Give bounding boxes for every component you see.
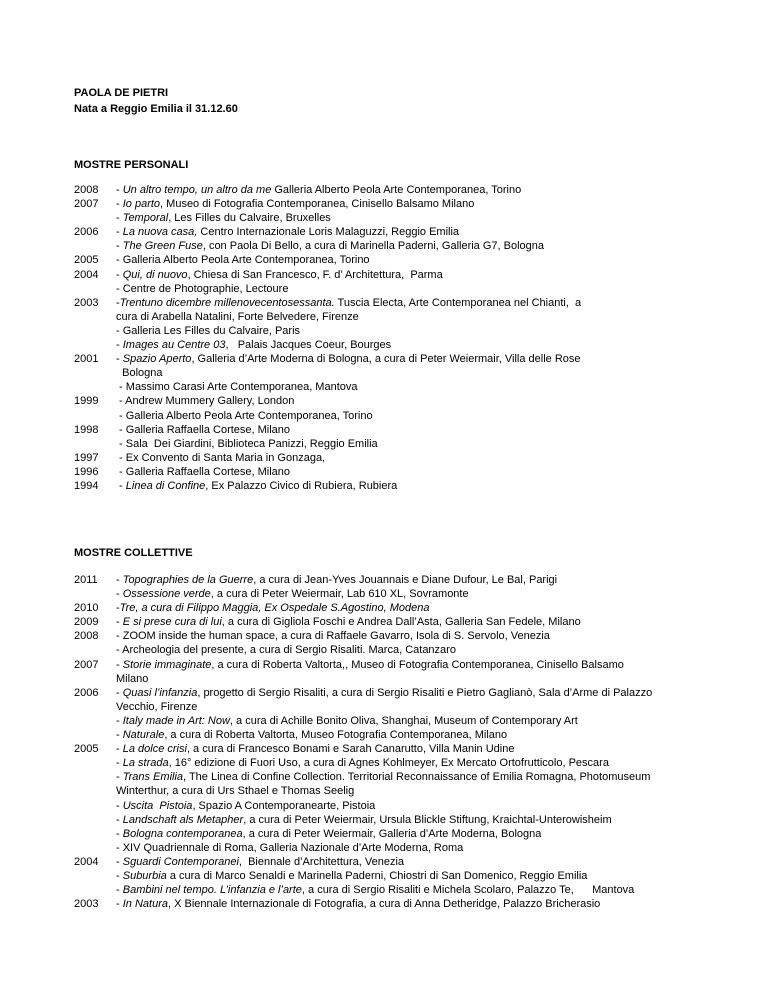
entry-title: Io parto xyxy=(122,198,161,211)
entry-detail: , a cura di Francesco Bonami e Sarah Canarutto, Villa Manin Udine xyxy=(186,743,515,756)
entry-text xyxy=(116,672,148,686)
entry-title: Trans Emilia xyxy=(122,771,184,784)
entry-text xyxy=(116,394,294,408)
entry-line xyxy=(74,282,734,296)
entry-detail: , Biennale d’Architettura, Venezia xyxy=(238,855,405,868)
entry-year: 1997 xyxy=(74,451,99,464)
entry-detail: cura di Arabella Natalini, Forte Belvedere, Firenze xyxy=(116,310,359,323)
entry-title: Quasi l’infanzia xyxy=(122,686,198,699)
entry-detail: - xyxy=(116,884,123,897)
entry-detail: , Palais Jacques Coeur, Bourges xyxy=(225,339,392,352)
entry-detail: Vecchio, Firenze xyxy=(116,700,198,713)
entry-text xyxy=(116,324,300,338)
entry-line xyxy=(74,629,734,643)
entry-detail: Milano xyxy=(116,672,149,685)
entry-text xyxy=(116,451,325,465)
entry-detail: , a cura di Achille Bonito Oliva, Shanghai, Museum of Contemporary Art xyxy=(229,714,578,727)
entry-text xyxy=(116,268,443,282)
entry-detail: , Spazio A Contemporanearte, Pistoia xyxy=(192,799,376,812)
entry-text xyxy=(116,282,288,296)
entry-title: Temporal xyxy=(122,212,169,225)
entry-detail: - xyxy=(116,198,123,211)
entry-text xyxy=(116,629,550,643)
entry-title: Trentuno dicembre millenovecentosessanta. xyxy=(119,296,335,309)
entry-title: La dolce crisi xyxy=(122,743,187,756)
entry-line xyxy=(74,253,734,267)
entry-line xyxy=(74,587,734,601)
entry-title: Spazio Aperto xyxy=(122,353,192,366)
entry-detail: - ZOOM inside the human space, a cura di Raffaele Gavarro, Isola di S. Servolo, Venezia xyxy=(116,630,550,643)
entry-year: 2011 xyxy=(74,574,98,586)
entry-detail: - xyxy=(116,588,123,601)
entry-text xyxy=(116,366,162,380)
entry-detail: - Archeologia del presente, a cura di Sergio Risaliti. Marca, Catanzaro xyxy=(116,644,456,657)
entry-detail: , progetto di Sergio Risaliti, a cura di Sergio Risaliti e Pietro Gaglianò, Sala d’Arme di Palazzo xyxy=(197,686,653,699)
entry-text xyxy=(116,841,463,855)
entry-detail: - Galleria Raffaella Cortese, Milano xyxy=(116,423,291,436)
entry-line xyxy=(74,700,734,714)
entry-text xyxy=(116,437,378,451)
entry-title: Topographies de la Guerre xyxy=(122,574,254,586)
entry-year: 2008 xyxy=(74,184,99,196)
entry-year: 2007 xyxy=(74,198,99,211)
entry-text xyxy=(116,855,404,869)
entry-detail: - xyxy=(116,574,123,586)
entry-text xyxy=(116,479,397,493)
entry-detail: , a cura di Gigliola Foschi e Andrea Dall’Asta, Galleria San Fedele, Milano xyxy=(221,616,581,629)
entry-detail: - Galleria Alberto Peola Arte Contemporanea, Torino xyxy=(116,409,373,422)
entry-text xyxy=(116,883,634,897)
entry-detail: - xyxy=(116,184,123,196)
entry-line xyxy=(74,296,734,310)
entry-detail: a cura di Marco Senaldi e Marinella Paderni, Chiostri di San Domenico, Reggio Emilia xyxy=(166,869,588,882)
entry-title: Suburbia xyxy=(122,869,167,882)
entry-line xyxy=(74,869,734,883)
entry-text xyxy=(116,573,557,587)
entry-detail: - xyxy=(116,799,123,812)
entry-detail: , 16° edizione di Fuori Uso, a cura di Agnes Kohlmeyer, Ex Mercato Ortofrutticolo, Pescara xyxy=(168,757,609,770)
entry-title: Sguardi Contemporanei xyxy=(122,855,239,868)
entry-line xyxy=(74,813,734,827)
entry-text xyxy=(116,239,544,253)
entry-text xyxy=(116,352,581,366)
entry-line xyxy=(74,394,734,408)
entry-detail: Galleria Alberto Peola Arte Contemporanea, Torino xyxy=(271,184,522,196)
entry-text xyxy=(116,784,354,798)
entry-text xyxy=(116,197,474,211)
entry-detail: - xyxy=(116,339,123,352)
entry-text xyxy=(116,253,370,267)
entry-line xyxy=(74,897,734,911)
entry-text xyxy=(116,338,391,352)
entry-detail: - xyxy=(116,616,123,629)
entry-line xyxy=(74,714,734,728)
entry-detail: - Andrew Mummery Gallery, London xyxy=(116,395,295,408)
entry-line xyxy=(74,784,734,798)
entry-detail: Centro Internazionale Loris Malaguzzi, Reggio Emilia xyxy=(197,226,460,239)
entry-title: In Natura xyxy=(122,898,168,911)
entry-detail: , Ex Palazzo Civico di Rubiera, Rubiera xyxy=(205,479,398,492)
entry-line xyxy=(74,451,734,465)
entry-text xyxy=(116,658,624,672)
entry-year: 2006 xyxy=(74,226,99,239)
entry-text xyxy=(116,700,197,714)
entry-line xyxy=(74,643,734,657)
entry-detail: - Massimo Carasi Arte Contemporanea, Mantova xyxy=(116,381,358,394)
entry-detail: , Museo di Fotografia Contemporanea, Cinisello Balsamo Milano xyxy=(160,198,475,211)
entry-year: 2005 xyxy=(74,743,99,756)
entry-line xyxy=(74,855,734,869)
entry-detail: - Ex Convento di Santa Maria in Gonzaga, xyxy=(116,451,326,464)
entry-detail: , con Paola Di Bello, a cura di Marinella Paderni, Galleria G7, Bologna xyxy=(202,240,545,253)
entry-title: Landschaft als Metapher xyxy=(122,813,244,826)
entry-detail: - xyxy=(116,353,123,366)
entry-text xyxy=(116,211,331,225)
entry-detail: - xyxy=(116,729,123,742)
entry-title: Storie immaginate xyxy=(122,658,212,671)
entry-text xyxy=(116,423,290,437)
entry-line xyxy=(74,686,734,700)
birth-info: Nata a Reggio Emilia il 31.12.60 xyxy=(74,103,238,115)
entry-line xyxy=(74,352,734,366)
entry-title: La nuova casa, xyxy=(122,226,198,239)
entry-line xyxy=(74,465,734,479)
entry-text xyxy=(116,813,612,827)
entry-detail: , a cura di Roberta Valtorta,, Museo di Fotografia Contemporanea, Cinisello Balsamo xyxy=(211,658,624,671)
entry-line xyxy=(74,672,734,686)
entry-text xyxy=(116,615,581,629)
entry-detail: - xyxy=(116,658,123,671)
entry-detail: - xyxy=(116,771,123,784)
entry-detail: , Galleria d’Arte Moderna di Bologna, a cura di Peter Weiermair, Villa delle Rose xyxy=(191,353,581,366)
entry-text xyxy=(116,296,581,310)
entry-detail: - xyxy=(116,240,123,253)
entry-year: 2004 xyxy=(74,268,99,281)
entry-year: 2006 xyxy=(74,686,99,699)
entry-detail: , a cura di Peter Weiermair, Ursula Blickle Stiftung, Kraichtal-Unterowisheim xyxy=(243,813,612,826)
entry-line xyxy=(74,479,734,493)
entry-text xyxy=(116,869,587,883)
entry-detail: - xyxy=(116,268,123,281)
entry-line xyxy=(74,310,734,324)
entry-title: Uscita Pistoia xyxy=(122,799,193,812)
entry-detail: - xyxy=(116,855,123,868)
entry-detail: - xyxy=(116,827,123,840)
entry-line xyxy=(74,338,734,352)
entry-line xyxy=(74,883,734,897)
entry-title: Linea di Confine xyxy=(125,479,206,492)
entry-detail: Tuscia Electa, Arte Contemporanea nel Chianti, a xyxy=(334,296,582,309)
entry-year: 2004 xyxy=(74,855,99,868)
entry-text xyxy=(116,587,469,601)
entry-line xyxy=(74,658,734,672)
entry-detail: - Galleria Raffaella Cortese, Milano xyxy=(116,465,291,478)
entry-detail: , a cura di Sergio Risaliti e Michela Scolaro, Palazzo Te, Mantova xyxy=(301,884,635,897)
entry-line xyxy=(74,742,734,756)
section-title-personali: MOSTRE PERSONALI xyxy=(74,159,189,171)
entry-title: Un altro tempo, un altro da me xyxy=(122,184,272,196)
entry-detail: - Sala Dei Giardini, Biblioteca Panizzi, Reggio Emilia xyxy=(116,437,378,450)
entry-year: 2009 xyxy=(74,616,99,629)
entry-title: Qui, di nuovo xyxy=(122,268,188,281)
entry-title: Italy made in Art: Now xyxy=(122,714,230,727)
entry-text xyxy=(116,728,507,742)
entry-year: 2001 xyxy=(74,353,99,366)
entry-line xyxy=(74,423,734,437)
entry-detail: - xyxy=(116,869,123,882)
entry-text xyxy=(116,380,358,394)
entry-line xyxy=(74,573,734,587)
entry-line xyxy=(74,366,734,380)
entry-line xyxy=(74,225,734,239)
entry-year: 2003 xyxy=(74,296,99,309)
entry-detail: - Centre de Photographie, Lectoure xyxy=(116,282,289,295)
entry-text xyxy=(116,742,514,756)
entry-line xyxy=(74,601,734,615)
entry-detail: - XIV Quadriennale di Roma, Galleria Nazionale d’Arte Moderna, Roma xyxy=(116,841,464,854)
entry-detail: , a cura di Peter Weiermair, Galleria d’Arte Moderna, Bologna xyxy=(242,827,542,840)
entry-title: Images au Centre 03 xyxy=(122,339,226,352)
entry-text xyxy=(116,643,456,657)
entry-year: 2010 xyxy=(74,602,99,615)
entry-line xyxy=(74,756,734,770)
entry-text xyxy=(116,225,459,239)
entry-detail: - xyxy=(116,743,123,756)
entry-line xyxy=(74,409,734,423)
entry-detail: Bologna xyxy=(116,367,163,380)
entry-title: Tre, a cura di Filippo Maggia, Ex Ospedale S.Agostino, Modena xyxy=(119,602,430,615)
entry-text xyxy=(116,465,290,479)
entry-year: 1996 xyxy=(74,465,99,478)
entry-line xyxy=(74,615,734,629)
entry-text xyxy=(116,409,373,423)
entry-year: 2003 xyxy=(74,898,99,911)
entry-year: 2008 xyxy=(74,630,99,643)
entry-line xyxy=(74,239,734,253)
collettive-list xyxy=(74,573,734,911)
entry-line xyxy=(74,197,734,211)
entry-title: The Green Fuse xyxy=(122,240,203,253)
entry-line xyxy=(74,324,734,338)
entry-text xyxy=(116,310,359,324)
entry-line xyxy=(74,380,734,394)
entry-detail: - Galleria Alberto Peola Arte Contemporanea, Torino xyxy=(116,254,370,267)
entry-line xyxy=(74,268,734,282)
entry-text xyxy=(116,601,429,615)
entry-title: La strada xyxy=(122,757,169,770)
entry-title: E si prese cura di lui xyxy=(122,616,222,629)
entry-detail: , X Biennale Internazionale di Fotografia, a cura di Anna Detheridge, Palazzo Bricherasio xyxy=(167,898,601,911)
entry-detail: - xyxy=(116,898,123,911)
entry-detail: , The Linea di Confine Collection. Territorial Reconnaissance of Emilia Romagna, Photomuseum xyxy=(183,771,651,784)
entry-year: 1994 xyxy=(74,479,99,492)
entry-title: Bologna contemporanea xyxy=(122,827,243,840)
section-title-collettive: MOSTRE COLLETTIVE xyxy=(74,547,193,559)
entry-line xyxy=(74,183,734,197)
entry-detail: - xyxy=(116,714,123,727)
entry-detail: , a cura di Jean-Yves Jouannais e Diane Dufour, Le Bal, Parigi xyxy=(253,574,558,586)
entry-line xyxy=(74,728,734,742)
entry-year: 1999 xyxy=(74,395,99,408)
entry-line xyxy=(74,770,734,784)
entry-text xyxy=(116,183,521,197)
entry-title: Ossessione verde xyxy=(122,588,211,601)
entry-detail: - xyxy=(116,686,123,699)
entry-line xyxy=(74,799,734,813)
entry-detail: Winterthur, a cura di Urs Sthael e Thomas Seelig xyxy=(116,785,355,798)
entry-detail: , a cura di Peter Weiermair, Lab 610 XL, Sovramonte xyxy=(210,588,469,601)
entry-detail: , a cura di Roberta Valtorta, Museo Fotografia Contemporanea, Milano xyxy=(164,729,508,742)
entry-detail: - xyxy=(116,296,120,309)
entry-title: Bambini nel tempo. L’infanzia e l’arte xyxy=(122,884,302,897)
entry-text xyxy=(116,756,609,770)
personali-list xyxy=(74,183,734,493)
entry-line xyxy=(74,437,734,451)
entry-detail: - Galleria Les Filles du Calvaire, Paris xyxy=(116,324,301,337)
entry-text xyxy=(116,770,650,784)
entry-line xyxy=(74,841,734,855)
entry-line xyxy=(74,211,734,225)
entry-detail: , Chiesa di San Francesco, F. d’ Architettura, Parma xyxy=(187,268,443,281)
entry-text xyxy=(116,714,578,728)
entry-text xyxy=(116,799,375,813)
entry-text xyxy=(116,686,652,700)
entry-title: Naturale xyxy=(122,729,165,742)
entry-year: 2005 xyxy=(74,254,99,267)
entry-detail: - xyxy=(116,757,123,770)
entry-detail: - xyxy=(116,226,123,239)
entry-text xyxy=(116,897,600,911)
entry-line xyxy=(74,827,734,841)
entry-detail: - xyxy=(116,479,126,492)
entry-year: 1998 xyxy=(74,423,99,436)
entry-year: 2007 xyxy=(74,658,99,671)
entry-detail: - xyxy=(116,602,120,615)
artist-name: PAOLA DE PIETRI xyxy=(74,87,169,99)
entry-detail: - xyxy=(116,813,123,826)
entry-detail: - xyxy=(116,212,123,225)
entry-text xyxy=(116,827,541,841)
entry-detail: , Les Filles du Calvaire, Bruxelles xyxy=(168,212,331,225)
